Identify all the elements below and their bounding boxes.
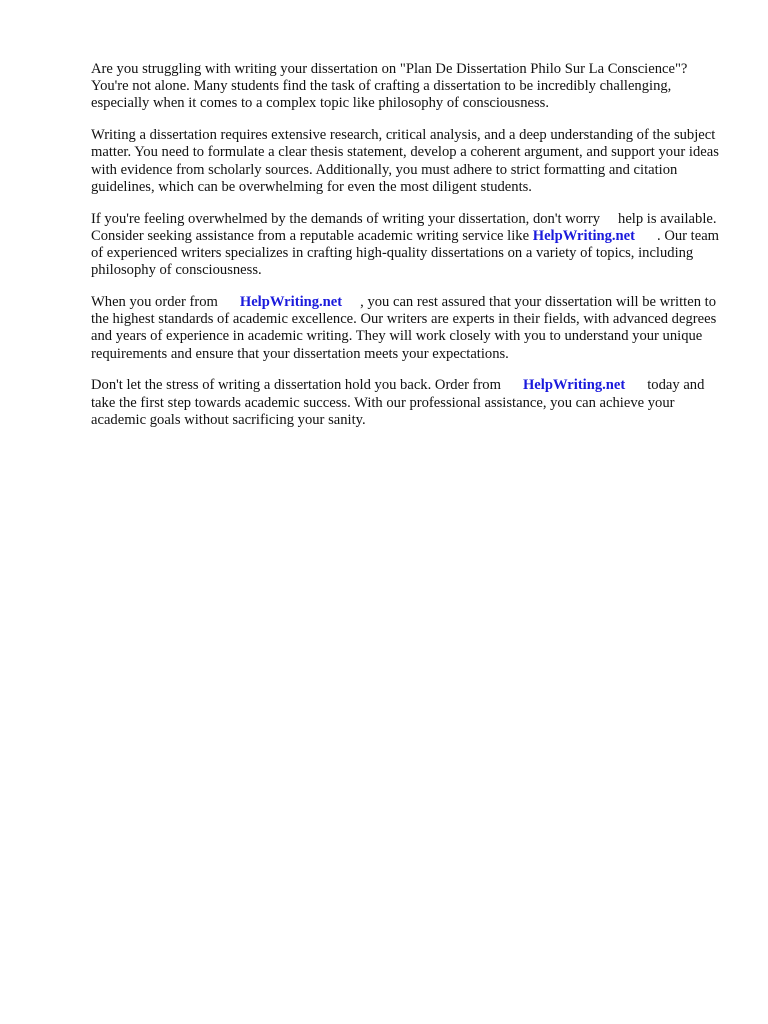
- paragraph-closing: [91, 377, 721, 429]
- paragraph-order-text-before: When you order from: [91, 294, 218, 311]
- paragraph-intro: [91, 61, 721, 113]
- paragraph-closing-text-before: Don't let the stress of writing a dissertation hold you back. Order from: [91, 377, 501, 394]
- paragraph-intro-text: Are you struggling with writing your dissertation on "Plan De Dissertation Philo Sur La Conscience"? You're not alone. Many students find the task of crafting a dissertation to be incredibly challenging, especially when it comes to a complex topic like philosophy of consciousness.: [91, 61, 688, 112]
- paragraph-requirements: [91, 127, 721, 196]
- paragraph-help-text-before: If you're feeling overwhelmed by the demands of writing your dissertation, don't worry: [91, 210, 601, 227]
- paragraph-help-text-middle: help is available. Consider seeking assistance from a reputable academic writing service like: [91, 210, 717, 244]
- paragraph-order-text-after: , you can rest assured that your dissertation will be written to the highest standards of academic excellence. Our writers are experts in their fields, with advanced degrees and years of experience in academic writing. They will work closely with you to understand your unique requirements and ensure that your dissertation meets your expectations.: [91, 294, 717, 362]
- helpwriting-link[interactable]: HelpWriting.net: [239, 294, 343, 311]
- helpwriting-link[interactable]: HelpWriting.net: [532, 227, 636, 244]
- paragraph-help-text-after: . Our team of experienced writers specializes in crafting high-quality dissertations on a variety of topics, including philosophy of consciousness.: [91, 227, 720, 279]
- document-body: [91, 61, 721, 444]
- paragraph-requirements-text: Writing a dissertation requires extensive research, critical analysis, and a deep understanding of the subject matter. You need to formulate a clear thesis statement, develop a coherent argument, and support your ideas with evidence from scholarly sources. Additionally, you must adhere to strict formatting and citation guidelines, which can be overwhelming for even the most diligent students.: [91, 127, 719, 195]
- paragraph-closing-text-after: today and take the first step towards academic success. With our professional assistance, you can achieve your academic goals without sacrificing your sanity.: [91, 377, 705, 428]
- helpwriting-link[interactable]: HelpWriting.net: [522, 377, 626, 394]
- paragraph-order: [91, 294, 721, 363]
- paragraph-help: [91, 211, 721, 280]
